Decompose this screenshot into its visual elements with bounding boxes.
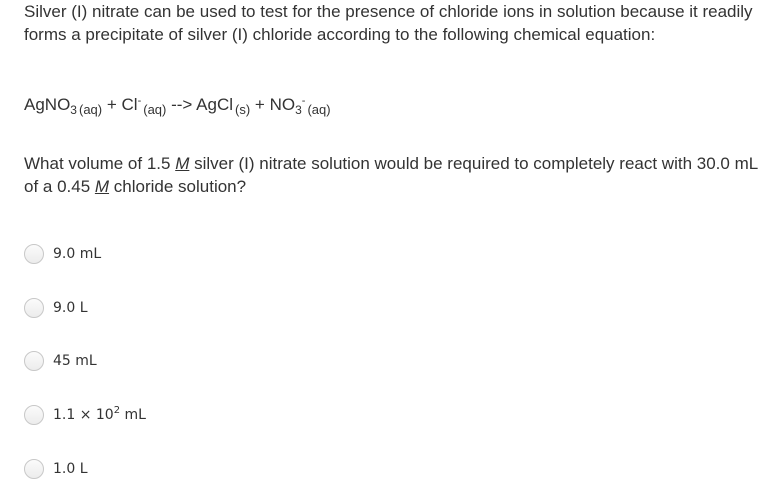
reactant-silver-nitrate: AgNO [24, 95, 71, 114]
answer-option-5[interactable] [24, 459, 88, 479]
product-silver-chloride: AgCl [196, 95, 234, 114]
option-label [53, 407, 146, 423]
option-label-exponent: 2 [113, 405, 121, 416]
radio-button[interactable] [24, 351, 44, 371]
question-part-2: silver (I) nitrate solution would be required to completely react with 30.0 mL of a 0.45 [24, 154, 758, 196]
option-label: 9.0 L [53, 300, 88, 316]
radio-button[interactable] [24, 244, 44, 264]
product-silver-chloride-phase: (s) [235, 102, 251, 117]
option-label: 9.0 mL [53, 246, 102, 262]
chemical-equation [24, 93, 331, 118]
question-block [24, 0, 774, 46]
answer-option-4[interactable] [24, 405, 146, 425]
reactant-silver-nitrate-phase: (aq) [78, 102, 103, 117]
reactant-chloride-phase: (aq) [143, 102, 167, 117]
molarity-unit: M [94, 177, 110, 196]
option-label: 45 mL [53, 353, 97, 369]
question-part-1: What volume of 1.5 [24, 154, 176, 173]
intro-text: Silver (I) nitrate can be used to test for the presence of chloride ions in solution because it readily forms a precipitate of silver (I) chloride according to the following chemical equation: [24, 2, 753, 44]
radio-button[interactable] [24, 405, 44, 425]
molarity-unit: M [175, 154, 190, 173]
product-nitrate-phase: (aq) [307, 102, 331, 117]
reactant-chloride: Cl [121, 95, 138, 114]
answer-option-2[interactable] [24, 298, 88, 318]
option-label-base: 1.1 × 10 [53, 407, 114, 423]
plus-sign: + [106, 95, 117, 114]
reaction-arrow: --> [171, 95, 193, 114]
answer-option-1[interactable] [24, 244, 101, 264]
product-nitrate-subscript: 3 [295, 103, 302, 117]
radio-button[interactable] [24, 298, 44, 318]
answer-option-3[interactable] [24, 351, 97, 371]
radio-button[interactable] [24, 459, 44, 479]
plus-sign: + [254, 95, 265, 114]
question-part-3: chloride solution? [109, 177, 247, 196]
option-label: 1.0 L [53, 461, 88, 477]
option-label-unit: mL [120, 407, 146, 423]
reactant-silver-nitrate-subscript: 3 [70, 103, 77, 117]
product-nitrate-charge: - [301, 95, 306, 107]
reactant-chloride-charge: - [137, 95, 142, 107]
question-text [24, 152, 764, 198]
product-nitrate: NO [269, 95, 296, 114]
